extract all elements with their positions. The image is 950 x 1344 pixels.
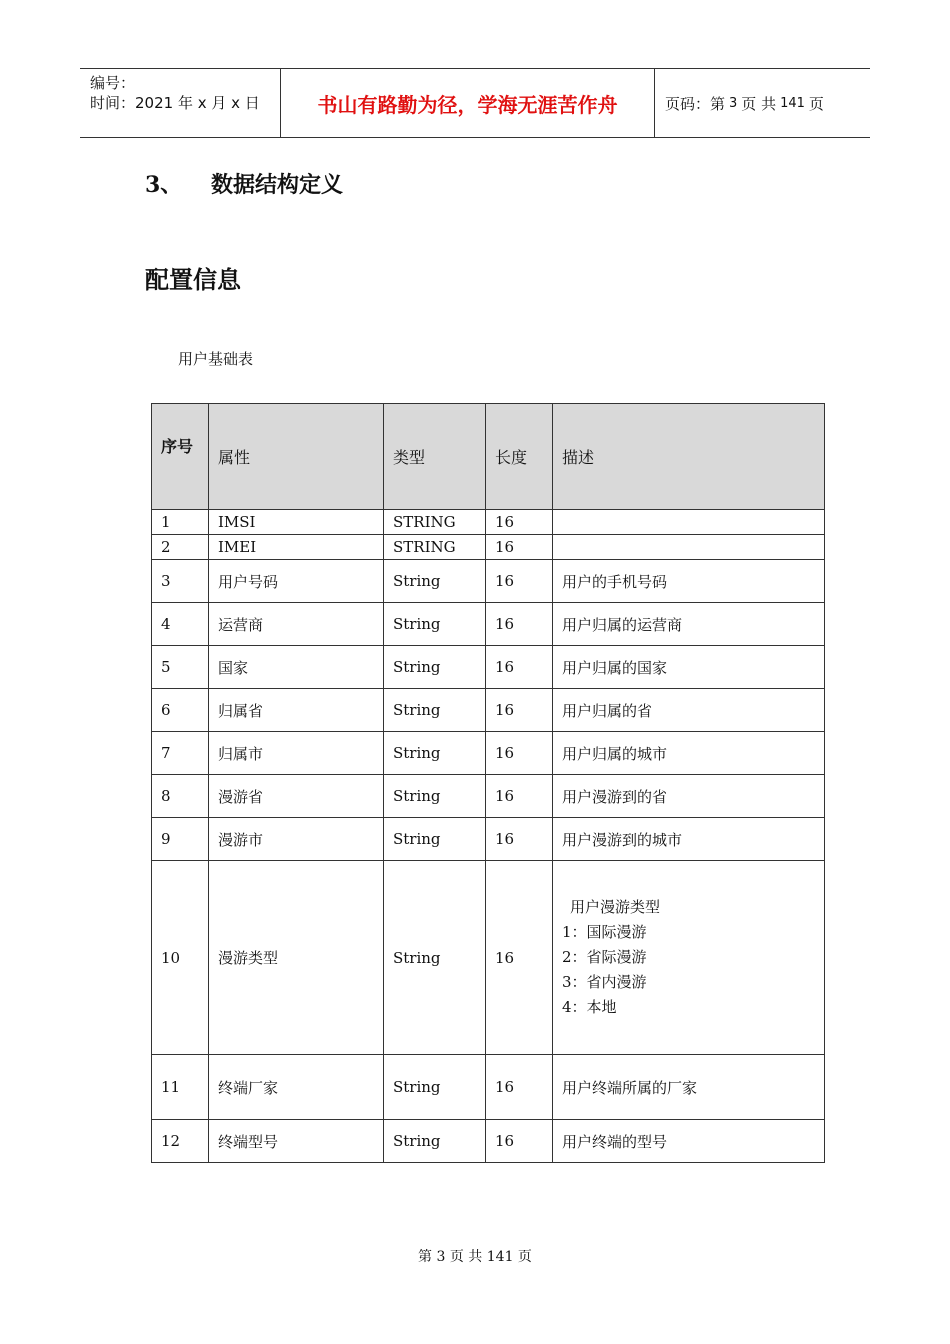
table-cell: 16 (486, 861, 553, 1055)
desc-line: 1：国际漫游 (562, 923, 647, 941)
table-cell: 用户漫游到的省 (553, 775, 825, 818)
table-cell: String (384, 1055, 486, 1120)
serial-label: 编号： (90, 74, 136, 92)
page-prefix: 页码：第 (665, 94, 726, 113)
table-cell: 国家 (209, 646, 384, 689)
column-header: 描述 (553, 404, 825, 510)
table-cell: 归属省 (209, 689, 384, 732)
time-label: 时间：2021 年 x 月 x 日 (90, 94, 260, 112)
table-cell: 5 (152, 646, 209, 689)
table-row (152, 1055, 825, 1120)
table-row (152, 510, 825, 535)
table-cell: 8 (152, 775, 209, 818)
table-cell (553, 535, 825, 560)
table-cell: String (384, 1120, 486, 1163)
table-row (152, 603, 825, 646)
column-header: 序号 (152, 404, 209, 510)
table-cell: 10 (152, 861, 209, 1055)
table-cell: IMEI (209, 535, 384, 560)
table-row (152, 1120, 825, 1163)
table-cell: 4 (152, 603, 209, 646)
section-title: 数据结构定义 (211, 172, 344, 198)
table-cell: 7 (152, 732, 209, 775)
table-cell: 漫游类型 (209, 861, 384, 1055)
table-cell: 运营商 (209, 603, 384, 646)
table-cell: 12 (152, 1120, 209, 1163)
table-cell: String (384, 732, 486, 775)
table-row (152, 689, 825, 732)
subheading: 配置信息 (145, 266, 241, 294)
table-cell: 用户终端的型号 (553, 1120, 825, 1163)
table-cell: 1 (152, 510, 209, 535)
table-row (152, 732, 825, 775)
table-cell: 3 (152, 560, 209, 603)
page-suffix: 页 (808, 94, 824, 113)
table-row (152, 535, 825, 560)
table-cell: 16 (486, 535, 553, 560)
header-motto: 书山有路勤为径，学海无涯苦作舟 (281, 69, 655, 137)
table-cell: String (384, 818, 486, 861)
table-header-row (152, 404, 825, 510)
table-cell: 用户号码 (209, 560, 384, 603)
column-header: 类型 (384, 404, 486, 510)
page-mid: 页 共 (741, 94, 777, 113)
table-cell: String (384, 603, 486, 646)
table-cell: 终端厂家 (209, 1055, 384, 1120)
table-row (152, 818, 825, 861)
table-cell: 归属市 (209, 732, 384, 775)
table-cell: 16 (486, 560, 553, 603)
desc-line: 用户漫游类型 (570, 898, 661, 916)
section-number: 3、 (145, 172, 183, 198)
table-cell: 终端型号 (209, 1120, 384, 1163)
table-row (152, 646, 825, 689)
page-current: 3 (729, 95, 738, 111)
table-cell (553, 510, 825, 535)
page-footer: 第 3 页 共 141 页 (418, 1249, 532, 1265)
table-cell: 6 (152, 689, 209, 732)
table-cell: 16 (486, 689, 553, 732)
desc-line: 3：省内漫游 (562, 973, 647, 991)
user-basic-table (151, 403, 825, 1163)
page-header (80, 68, 870, 138)
table-cell: STRING (384, 510, 486, 535)
table-cell: 用户的手机号码 (553, 560, 825, 603)
table-cell: IMSI (209, 510, 384, 535)
table-cell: 用户归属的省 (553, 689, 825, 732)
table-cell: 漫游市 (209, 818, 384, 861)
table-cell: String (384, 646, 486, 689)
table-cell: 16 (486, 732, 553, 775)
table-row (152, 560, 825, 603)
table-caption: 用户基础表 (178, 350, 254, 368)
table-cell: 16 (486, 510, 553, 535)
table-cell: 用户归属的城市 (553, 732, 825, 775)
table-cell: 用户漫游到的城市 (553, 818, 825, 861)
table-cell: String (384, 560, 486, 603)
page-total: 141 (780, 95, 805, 111)
desc-line: 2：省际漫游 (562, 948, 647, 966)
table-cell-multiline (553, 861, 825, 1055)
table-row (152, 775, 825, 818)
table-cell: 16 (486, 775, 553, 818)
column-header: 属性 (209, 404, 384, 510)
table-cell: 16 (486, 818, 553, 861)
column-header: 长度 (486, 404, 553, 510)
header-page-number (655, 69, 870, 137)
table-cell: 9 (152, 818, 209, 861)
table-cell: String (384, 775, 486, 818)
table-cell: String (384, 689, 486, 732)
table-cell: 11 (152, 1055, 209, 1120)
table-row (152, 861, 825, 1055)
table-cell: 16 (486, 1055, 553, 1120)
table-cell: 16 (486, 603, 553, 646)
table-cell: 用户归属的国家 (553, 646, 825, 689)
table-cell: 用户归属的运营商 (553, 603, 825, 646)
table-cell: String (384, 861, 486, 1055)
table-cell: 2 (152, 535, 209, 560)
table-cell: 16 (486, 646, 553, 689)
table-cell: STRING (384, 535, 486, 560)
table-cell: 16 (486, 1120, 553, 1163)
header-info (80, 69, 281, 137)
table-cell: 漫游省 (209, 775, 384, 818)
section-heading (145, 168, 343, 199)
table-cell: 用户终端所属的厂家 (553, 1055, 825, 1120)
desc-line: 4：本地 (562, 998, 617, 1016)
